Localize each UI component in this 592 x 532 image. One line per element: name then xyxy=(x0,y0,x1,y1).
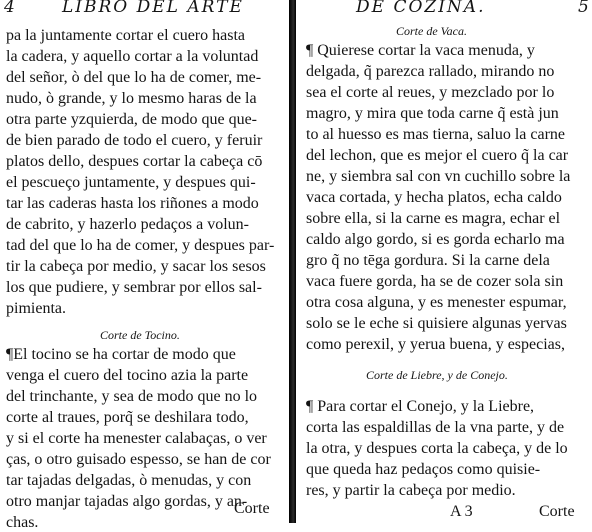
text-line: que queda haz pedaços como quisie- xyxy=(306,461,541,478)
text-line: la otra, y despues corta la cabeça, y de lo xyxy=(306,440,568,457)
text-line: platos dello, despues cortar la cabeça cō xyxy=(6,153,263,170)
left-page xyxy=(0,0,289,531)
text-line: ¶ Para cortar el Conejo, y la Liebre, xyxy=(306,398,535,415)
text-line: del trinchante, y sea de modo que no lo xyxy=(6,388,258,405)
text-line: como perexil, y yerua buena, y especias, xyxy=(306,336,566,353)
page-gutter xyxy=(289,0,296,523)
catchword: Corte xyxy=(234,500,270,517)
text-line: de bien parado de todo el cuero, y feruir xyxy=(6,132,263,149)
page-mark: 5 xyxy=(578,0,591,17)
text-line: la cadera, y aquello cortar a la voluntad xyxy=(6,48,259,65)
text-line: ¶ Quierese cortar la vaca menuda, y xyxy=(306,42,535,59)
page-number: 4 xyxy=(4,0,17,17)
text-line: corte al traues, porq̃ se deshilara todo, xyxy=(6,409,249,426)
text-line: caldo algo gordo, si es gorda echarlo ma xyxy=(306,231,565,248)
text-line: y si el corte ha menester calabaças, o ver xyxy=(6,430,267,447)
text-line: tad del que lo ha de comer, y despues par- xyxy=(6,237,275,254)
text-line: res, y partir la cabeça por medio. xyxy=(306,482,516,499)
text-line: tar tajadas delgadas, ò menudas, y con xyxy=(6,472,252,489)
text-line: ne, y siembra sal con vn cuchillo sobre la xyxy=(306,168,571,185)
text-line: los que pudiere, y sembrar por ellos sal- xyxy=(6,279,262,296)
text-line: sea el corte al reues, y mezclado por lo xyxy=(306,84,555,101)
text-line: tar las caderas hasta los riñones a modo xyxy=(6,195,259,212)
text-line: to al huesso es mas tierna, saluo la carne xyxy=(306,126,566,143)
text-line: magro, y mira que toda carne q̃ està jun xyxy=(306,105,559,122)
running-head: LIBRO DEL ARTE xyxy=(62,0,244,17)
text-line: vaca fuere gorda, ha se de cozer sola sin xyxy=(306,273,564,290)
text-line: delgada, q̃ parezca rallado, mirando no xyxy=(306,63,555,80)
section-title: Corte de Vaca. xyxy=(396,24,467,38)
text-line: pimienta. xyxy=(6,300,66,317)
text-line: el pescueço juntamente, y despues qui- xyxy=(6,174,256,191)
text-line: del señor, ò del que lo ha de comer, me- xyxy=(6,69,262,86)
text-line: vaca cortada, y hecha platos, echa caldo xyxy=(306,189,562,206)
text-line: nudo, ò grande, y lo mesmo haras de la xyxy=(6,90,257,107)
text-line: solo se le eche si quisiere algunas yervas xyxy=(306,315,567,332)
section-title: Corte de Liebre, y de Conejo. xyxy=(366,368,508,382)
running-head: DE COZINA. xyxy=(356,0,486,17)
text-line: ¶El tocino se ha cortar de modo que xyxy=(6,346,236,363)
text-line: de cabrito, y hazerlo pedaços a volun- xyxy=(6,216,250,233)
text-line: del lechon, que es mejor el cuero q̃ la car xyxy=(306,147,569,164)
right-page xyxy=(296,0,592,523)
text-line: sobre ella, si la carne es magra, echar el xyxy=(306,210,561,227)
catchword: Corte xyxy=(539,503,575,520)
text-line: ças, o otro guisado espesso, se han de cor xyxy=(6,451,271,468)
section-title: Corte de Tocino. xyxy=(100,328,180,342)
text-line: tir la cabeça por medio, y sacar los sesos xyxy=(6,258,266,275)
text-line: venga el cuero del tocino azia la parte xyxy=(6,367,249,384)
text-line: otro manjar tajadas algo gordas, y an- xyxy=(6,493,248,510)
text-line: gro q̃ no tēga gordura. Si la carne dela xyxy=(306,252,550,269)
text-line: otra parte yzquierda, de modo que que- xyxy=(6,111,258,128)
text-line: pa la juntamente cortar el cuero hasta xyxy=(6,27,245,44)
text-line: otra cosa alguna, y es menester espumar, xyxy=(306,294,567,311)
signature-mark: A 3 xyxy=(450,503,473,520)
text-line: chas. xyxy=(6,514,39,531)
text-line: corta las espaldillas de la vna parte, y de xyxy=(306,419,565,436)
